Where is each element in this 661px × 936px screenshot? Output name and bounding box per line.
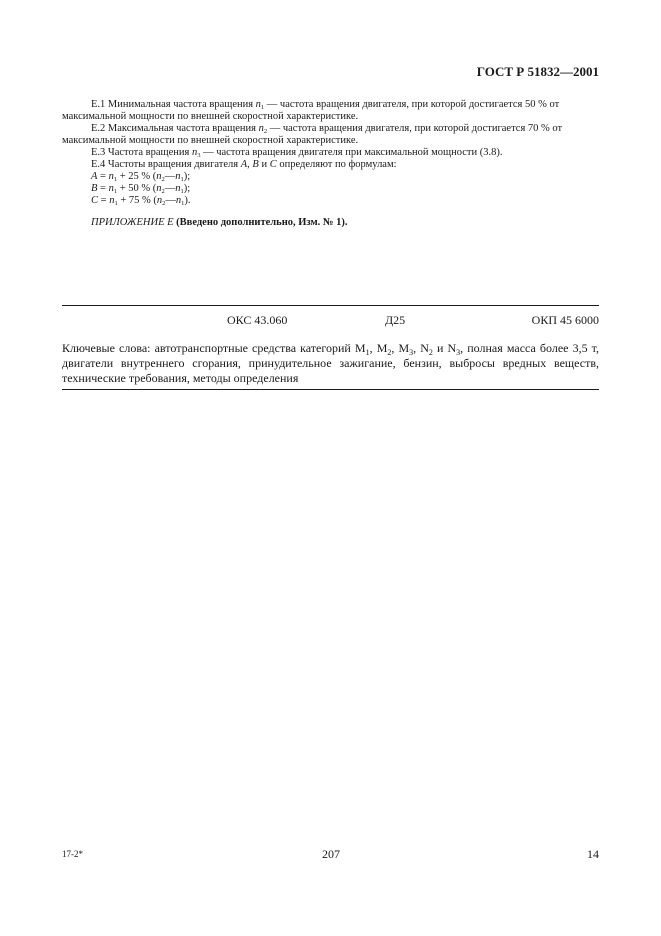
text: Е.4 Частоты вращения двигателя	[91, 159, 241, 170]
n: n	[108, 183, 114, 194]
sheet-number: 14	[587, 847, 599, 861]
sub: 2	[162, 200, 166, 207]
paragraph-e2-line2: максимальной мощности по внешней скоростной характеристике.	[62, 135, 359, 146]
n: n	[175, 183, 181, 194]
formula-c	[91, 195, 190, 208]
end: );	[183, 183, 191, 194]
appendix-text: (Введено дополнительно, Изм. № 1).	[176, 217, 348, 228]
divider-bottom	[62, 389, 599, 390]
paragraph-e2-line1	[91, 123, 562, 136]
n: n	[175, 195, 182, 206]
paragraph-e1-line2: максимальной мощности по внешней скоростной характеристике.	[62, 111, 359, 122]
dash: —	[164, 171, 176, 182]
text: — частота вращения двигателя, при которой достигается 50 % от	[264, 99, 560, 110]
formula-b	[91, 183, 190, 196]
eq: =	[97, 171, 109, 182]
eq: =	[98, 195, 110, 206]
okp-code: ОКП 45 6000	[531, 313, 599, 327]
mid: + 75 % (	[117, 195, 157, 206]
paragraph-e1-line1	[91, 99, 559, 112]
sub: 2	[161, 188, 165, 195]
subscript: 2	[387, 348, 392, 357]
text: , N	[413, 341, 429, 355]
n: n	[175, 171, 181, 182]
page-number: 207	[322, 847, 340, 861]
keywords	[62, 341, 599, 386]
n: n	[156, 183, 162, 194]
text: , M	[369, 341, 388, 355]
paragraph-e3	[91, 147, 503, 160]
subscript: 1	[260, 104, 265, 111]
sub: 1	[114, 200, 118, 207]
sub: 1	[180, 176, 184, 183]
n: n	[108, 171, 114, 182]
sub: 1	[113, 188, 118, 195]
text: определяют по формулам:	[276, 159, 397, 170]
subscript: 1	[365, 348, 370, 357]
sub: 1	[181, 200, 185, 207]
text: и	[258, 159, 270, 170]
divider-top	[62, 305, 599, 306]
subscript: 3	[409, 348, 414, 357]
text: — частота вращения двигателя при максимальной мощности (3.8).	[200, 147, 503, 158]
mid: + 50 % (	[117, 183, 157, 194]
sub: 2	[161, 176, 165, 183]
var-n: n	[258, 123, 264, 134]
var-n: n	[255, 99, 261, 110]
dash: —	[165, 195, 176, 206]
subscript: 3	[456, 348, 461, 357]
lhs: C	[91, 195, 99, 206]
subscript: 2	[428, 348, 433, 357]
appendix-note	[91, 217, 347, 230]
text: Е.1 Минимальная частота вращения	[91, 99, 256, 110]
subscript: 3	[197, 152, 201, 159]
end: ).	[184, 195, 191, 206]
lhs: A	[91, 171, 98, 182]
paragraph-e4	[91, 159, 397, 172]
print-mark: 17-2*	[62, 849, 83, 859]
text: и N	[432, 341, 457, 355]
var-n: n	[191, 147, 198, 158]
eq: =	[97, 183, 109, 194]
text: Е.2 Максимальная частота вращения	[91, 123, 259, 134]
dash: —	[164, 183, 176, 194]
text: Ключевые слова: автотранспортные средства категорий M	[62, 341, 366, 355]
subscript: 2	[263, 128, 268, 135]
lhs: B	[91, 183, 98, 194]
sub: 1	[180, 188, 184, 195]
end: );	[183, 171, 191, 182]
group-code: Д25	[385, 313, 406, 327]
formula-a	[91, 171, 190, 184]
text: , M	[391, 341, 410, 355]
n: n	[109, 195, 115, 206]
text: — частота вращения двигателя, при которой достигается 70 % от	[267, 123, 563, 134]
sub: 1	[113, 176, 118, 183]
vars: A, B	[240, 159, 259, 170]
n: n	[156, 195, 163, 206]
oks-code: ОКС 43.060	[227, 313, 288, 327]
text: , полная масса более 3,5 т, двигатели внутреннего сгорания, принудительное зажигание, бензин, выбросы вредных веществ, технические требования, методы определения	[62, 341, 600, 385]
var-c: C	[269, 159, 277, 170]
appendix-label: ПРИЛОЖЕНИЕ Е	[91, 217, 174, 228]
n: n	[156, 171, 162, 182]
document-id: ГОСТ Р 51832—2001	[476, 64, 599, 79]
text: Е.3 Частота вращения	[91, 147, 192, 158]
mid: + 25 % (	[117, 171, 157, 182]
